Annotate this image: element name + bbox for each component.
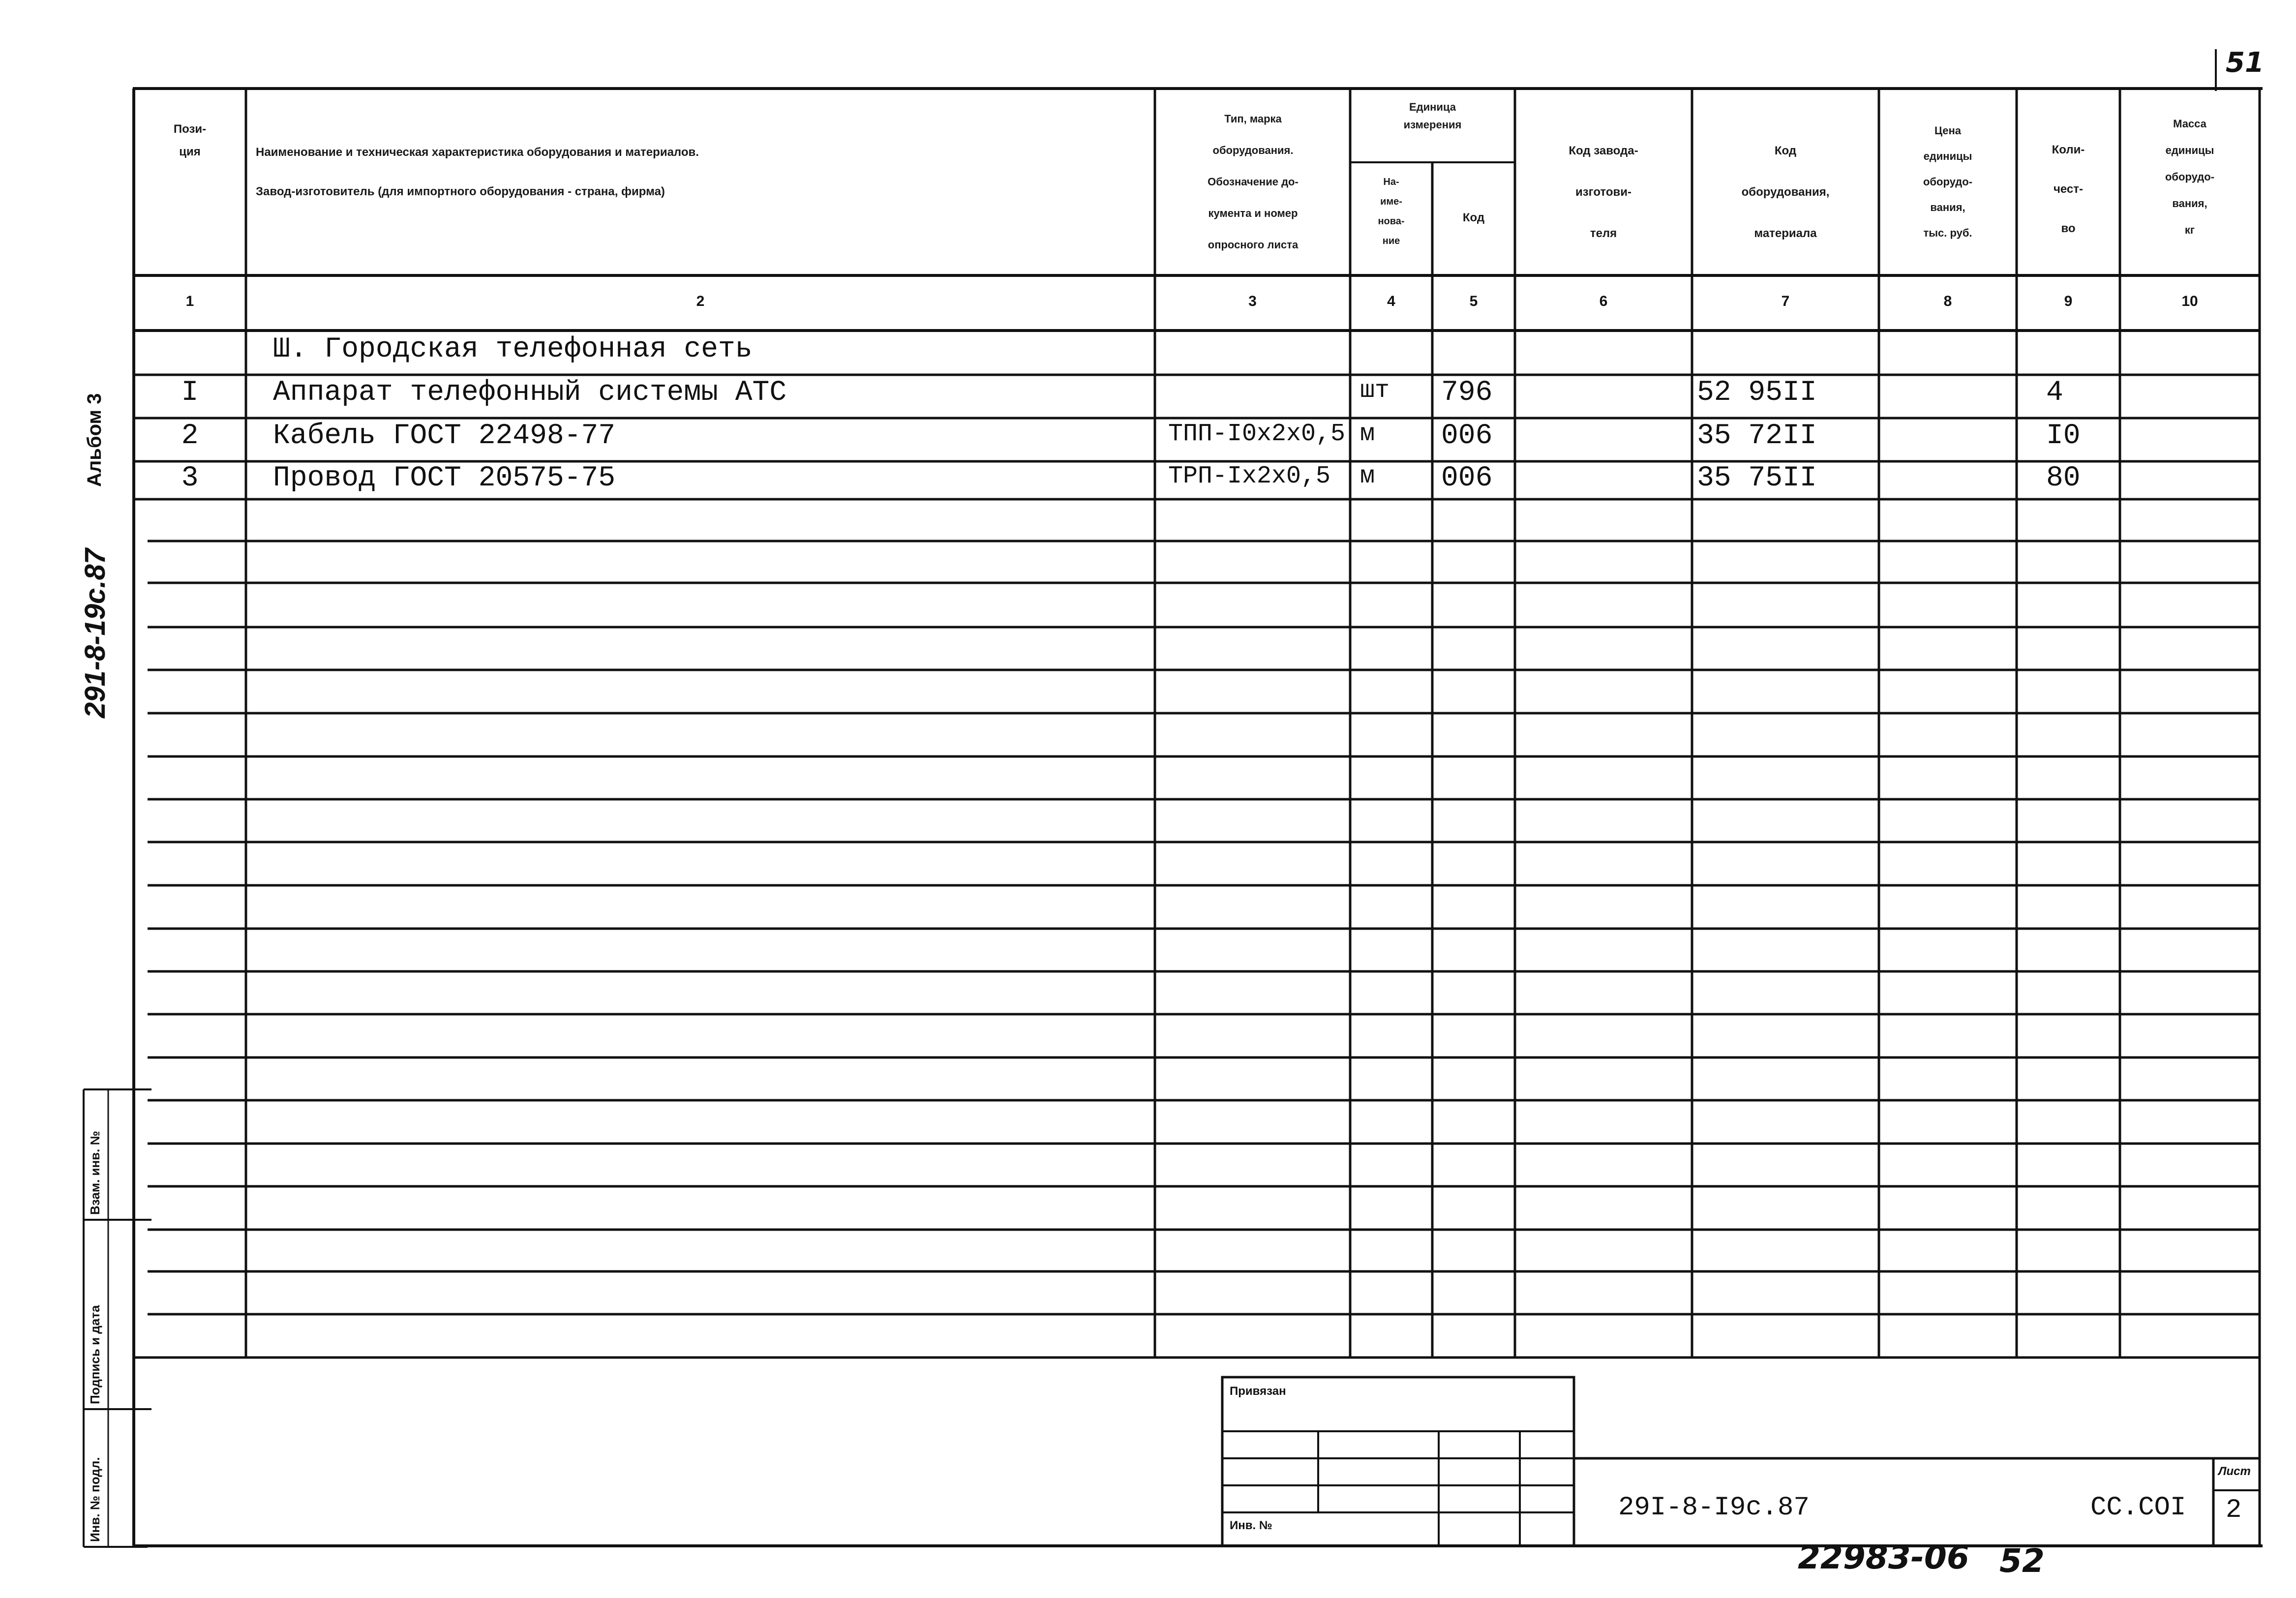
col-number-5: 5 xyxy=(1469,293,1478,309)
album-label: Альбом 3 xyxy=(84,393,105,487)
row-3-position: 3 xyxy=(181,462,199,494)
row-2-quantity: I0 xyxy=(2046,420,2081,452)
header-price: Цена единицы оборудо- вания, тыс. руб. xyxy=(1923,124,1973,239)
col-number-9: 9 xyxy=(2064,293,2073,309)
header-unit-name: На- име- нова- ние xyxy=(1378,177,1405,246)
col-number-3: 3 xyxy=(1248,293,1257,309)
col-number-2: 2 xyxy=(696,293,705,309)
row-3-name: Провод ГОСТ 20575-75 xyxy=(273,462,616,494)
col-number-7: 7 xyxy=(1781,293,1790,309)
row-3-unit: м xyxy=(1360,462,1375,490)
section-title: Ш. Городская телефонная сеть xyxy=(273,333,753,365)
col-number-6: 6 xyxy=(1599,293,1608,309)
header-factory-code: Код завода- изготови- теля xyxy=(1569,144,1638,240)
header-type: Тип, марка оборудования. Обозначение до- кумента и номер опросного листа xyxy=(1208,113,1299,251)
row-3-type: ТРП-Iх2х0,5 xyxy=(1168,462,1331,490)
stamp-number-handwritten: 22983-06 xyxy=(1798,1538,1969,1576)
row-1-equipment-code: 52 95II xyxy=(1697,377,1817,409)
header-quantity: Коли- чест- во xyxy=(2052,143,2085,235)
side-label-signature-date: Подпись и дата xyxy=(88,1305,102,1404)
row-3-quantity: 80 xyxy=(2046,462,2081,494)
stamp-page-handwritten: 52 xyxy=(1999,1542,2045,1580)
row-1-name: Аппарат телефонный системы АТС xyxy=(273,377,787,409)
row-3-unit-code: 006 xyxy=(1441,462,1493,494)
sheet-value: 2 xyxy=(2226,1495,2242,1525)
side-label-original-inv: Инв. № подл. xyxy=(88,1457,102,1542)
inv-no-label: Инв. № xyxy=(1230,1519,1272,1532)
privyazan-label: Привязан xyxy=(1230,1385,1286,1398)
header-unit-code: Код xyxy=(1462,211,1485,224)
document-code: 29I-8-I9с.87 xyxy=(1618,1493,1810,1523)
side-label-replacement-inv: Взам. инв. № xyxy=(88,1131,102,1215)
row-2-unit-code: 006 xyxy=(1441,420,1493,452)
row-2-equipment-code: 35 72II xyxy=(1697,420,1817,452)
row-1-unit: шт xyxy=(1360,377,1390,405)
row-2-name: Кабель ГОСТ 22498-77 xyxy=(273,420,616,452)
row-1-position: I xyxy=(181,377,199,409)
sheet-label: Лист xyxy=(2218,1465,2251,1478)
header-mass: Масса единицы оборудо- вания, кг xyxy=(2165,118,2215,236)
row-1-quantity: 4 xyxy=(2046,377,2063,409)
header-position: Пози- ция xyxy=(173,122,207,158)
row-3-equipment-code: 35 75II xyxy=(1697,462,1817,494)
row-2-unit: м xyxy=(1360,420,1375,448)
row-2-type: ТПП-I0х2х0,5 xyxy=(1168,420,1346,448)
document-mark: СС.СОI xyxy=(2090,1493,2186,1523)
header-name: Наименование и техническая характеристика оборудования и материалов. Завод-изготовитель (для импортного оборудования - страна, фирма) xyxy=(256,146,699,198)
header-unit: Единица измерения xyxy=(1403,101,1462,131)
col-number-4: 4 xyxy=(1387,293,1395,309)
header-equipment-code: Код оборудования, материала xyxy=(1741,144,1830,240)
sheet-number-handwritten: 51 xyxy=(2226,47,2264,79)
col-number-8: 8 xyxy=(1943,293,1952,309)
col-number-1: 1 xyxy=(185,293,194,309)
side-document-code: 291-8-19с.87 xyxy=(79,548,111,718)
row-2-position: 2 xyxy=(181,420,199,452)
row-1-unit-code: 796 xyxy=(1441,377,1493,409)
col-number-10: 10 xyxy=(2181,293,2198,309)
